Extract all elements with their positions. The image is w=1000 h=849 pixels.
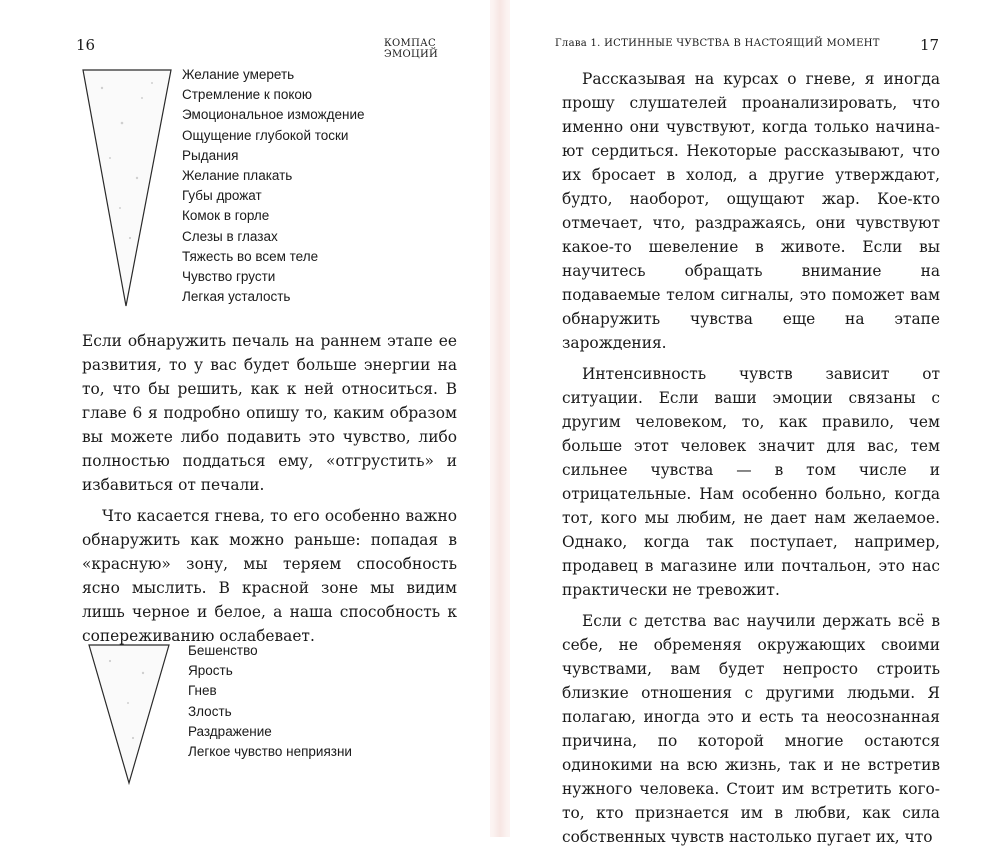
- list-item: Стремление к покою: [182, 87, 313, 103]
- anger-intensity-list: [188, 641, 352, 762]
- list-item: Губы дрожат: [182, 188, 262, 204]
- list-item: Злость: [188, 703, 232, 719]
- list-item: Рыдания: [182, 147, 239, 163]
- paragraph: Если с детства вас научили держать всё в себе, не обременяя окружающих своими чувствами, вам будет непросто строить близкие отношения с другими людьми. Я полагаю, иногда это и есть та неосознанная причина, по которой многие остаются одинокими на всю жизнь, так и не встретив нужного человека. Стоит им встретить кого-то, кто признается им в любви, как сила собственных чувств настолько пугает их, что: [562, 612, 940, 846]
- page-number-right: 17: [920, 36, 940, 54]
- list-item: Легкое чувство неприязни: [188, 744, 352, 760]
- list-item: Желание плакать: [182, 168, 293, 184]
- anger-triangle-icon: [88, 643, 170, 785]
- list-item: Слезы в глазах: [182, 228, 278, 244]
- list-item: Бешенство: [188, 643, 258, 658]
- list-item: Раздражение: [188, 723, 272, 739]
- running-head-left: КОМПАС ЭМОЦИЙ: [384, 38, 439, 60]
- list-item: Желание умереть: [182, 67, 295, 82]
- list-item: Эмоциональное измождение: [182, 107, 365, 123]
- right-body-text: [562, 67, 940, 849]
- paragraph: Если обнаружить печаль на раннем этапе ее развития, то у вас будет больше энергии на то, что бы решить, как к ней относиться. В главе 6 я подробно опишу то, каким образом вы можете либо подавить это чувство, либо полностью поддаться ему, «отгрустить» и избавиться от печали.: [82, 332, 457, 494]
- paragraph: Что касается гнева, то его особенно важно обнаружить как можно раньше: попадая в «красную» зону, мы теряем способность ясно мыслить. В красной зоне мы видим лишь черное и белое, а наша способность к сопереживанию ослабевает.: [82, 507, 457, 645]
- paragraph: Интенсивность чувств зависит от ситуации. Если ваши эмоции связаны с другим человеком, то, как правило, чем больше этот человек значит для вас, тем сильнее чувства — в том числе и отрицательные. Нам особенно больно, когда тот, кого мы любим, не дает нам желаемое. Однако, когда так поступает, например, продавец в магазине или почтальон, это нас практически не тревожит.: [562, 365, 940, 599]
- list-item: Ярость: [188, 663, 233, 679]
- left-body-text: [82, 329, 457, 648]
- list-item: Легкая усталость: [182, 289, 291, 305]
- left-page: [0, 0, 490, 837]
- list-item: Комок в горле: [182, 208, 270, 224]
- list-item: Гнев: [188, 683, 217, 699]
- running-head-right: Глава 1. ИСТИННЫЕ ЧУВСТВА В НАСТОЯЩИЙ МОМЕНТ: [555, 38, 880, 49]
- sadness-triangle-icon: [82, 68, 172, 308]
- list-item: Тяжесть во всем теле: [182, 248, 319, 264]
- sadness-intensity-list: [182, 65, 365, 307]
- list-item: Чувство грусти: [182, 269, 276, 285]
- list-item: Ощущение глубокой тоски: [182, 127, 349, 143]
- right-page: [510, 0, 1000, 846]
- paragraph: Рассказывая на курсах о гневе, я иногда прошу слушателей проанализировать, что именно они чувствуют, когда только начинают сердиться. Некоторые рассказывают, что их бросает в холод, а другие утверждают, будто, наоборот, ощущают жар. Кое-кто отмечает, что, раздражаясь, они чувствуют какое-то шевеление в животе. Если вы научитесь обращать внимание на подаваемые телом сигналы, это поможет вам обнаружить чувства еще на этапе зарождения.: [562, 70, 940, 352]
- page-number-left: 16: [76, 36, 96, 54]
